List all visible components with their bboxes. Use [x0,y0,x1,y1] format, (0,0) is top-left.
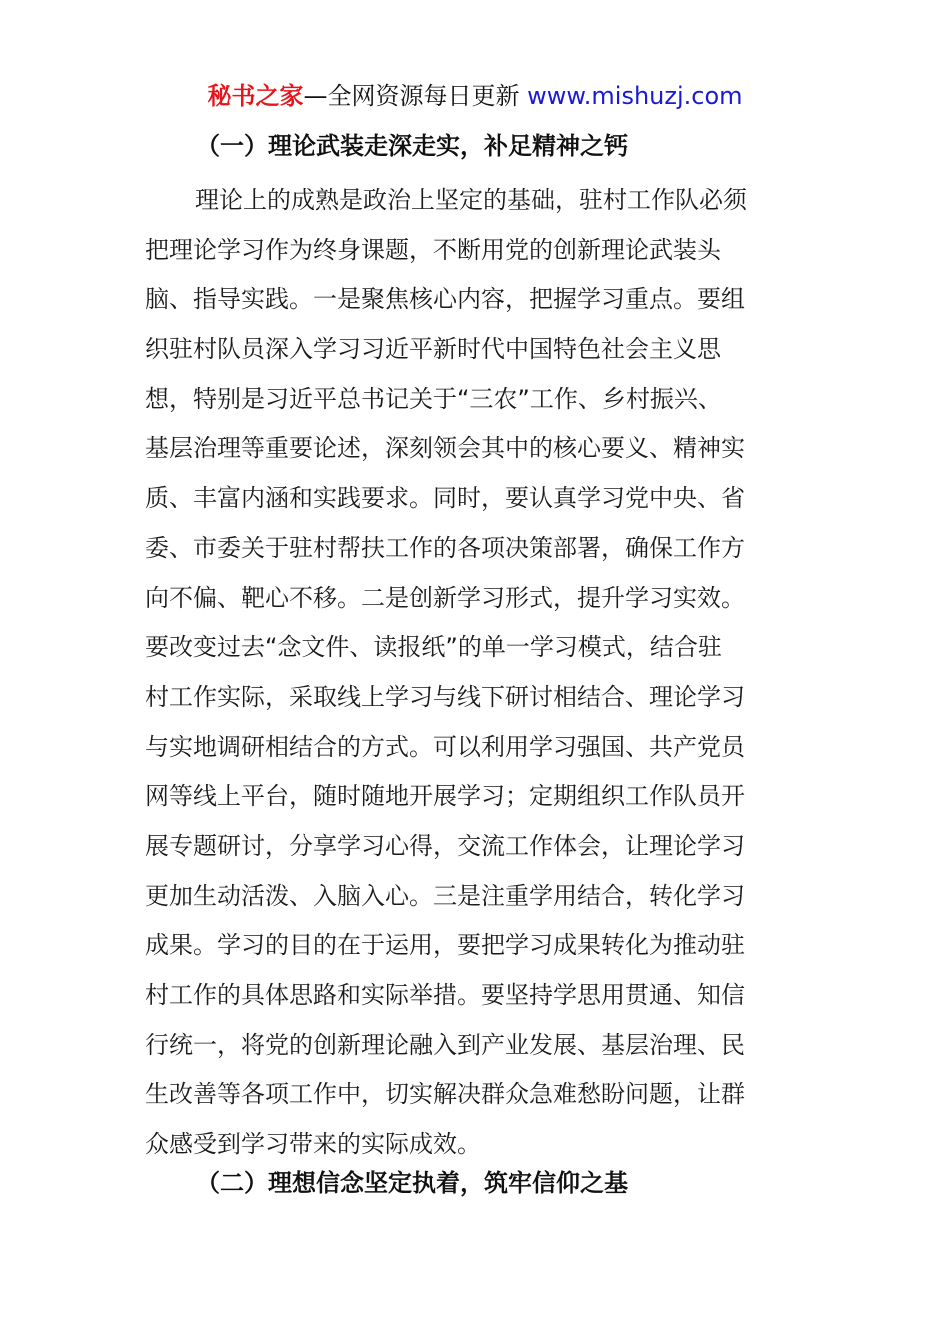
body-line: 向不偏、靶心不移。二是创新学习形式，提升学习实效。 [145,583,745,612]
body-line: 理论上的成熟是政治上坚定的基础，驻村工作队必须 [195,186,747,214]
body-line: 想，特别是习近平总书记关于“三农”工作、乡村振兴、 [145,384,722,413]
body-line: 与实地调研相结合的方式。可以利用学习强国、共产党员 [145,732,745,761]
body-line: 委、市委关于驻村帮扶工作的各项决策部署，确保工作方 [145,533,745,562]
body-line: 质、丰富内涵和实践要求。同时，要认真学习党中央、省 [145,484,745,513]
section-1-body [145,176,805,1170]
body-line: 脑、指导实践。一是聚焦核心内容，把握学习重点。要组 [145,285,745,314]
body-line: 基层治理等重要论述，深刻领会其中的核心要义、精神实 [145,434,745,463]
section-1-heading: （一）理论武装走深走实，补足精神之钙 [196,132,628,160]
body-line: 村工作的具体思路和实际举措。要坚持学思用贯通、知信 [145,981,745,1009]
body-line: 展专题研讨，分享学习心得，交流工作体会，让理论学习 [145,831,745,860]
body-line: 要改变过去“念文件、读报纸”的单一学习模式，结合驻 [145,633,722,662]
body-line: 生改善等各项工作中，切实解决群众急难愁盼问题，让群 [145,1080,745,1109]
body-line: 成果。学习的目的在于运用，要把学习成果转化为推动驻 [145,931,745,960]
page-header [0,78,950,114]
site-url[interactable]: www.mishuzj.com [527,82,743,110]
body-line: 众感受到学习带来的实际成效。 [145,1130,481,1159]
body-line: 村工作实际，采取线上学习与线下研讨相结合、理论学习 [145,682,745,711]
brand-name: 秘书之家 [207,82,304,110]
section-2-heading: （二）理想信念坚定执着，筑牢信仰之基 [196,1169,628,1197]
header-tagline: —全网资源每日更新 [303,82,520,110]
body-line: 行统一，将党的创新理论融入到产业发展、基层治理、民 [145,1030,745,1059]
body-line: 织驻村队员深入学习习近平新时代中国特色社会主义思 [145,335,721,364]
body-line: 网等线上平台，随时随地开展学习；定期组织工作队员开 [145,782,745,811]
body-line: 更加生动活泼、入脑入心。三是注重学用结合，转化学习 [145,881,745,910]
body-line: 把理论学习作为终身课题，不断用党的创新理论武装头 [145,235,721,264]
